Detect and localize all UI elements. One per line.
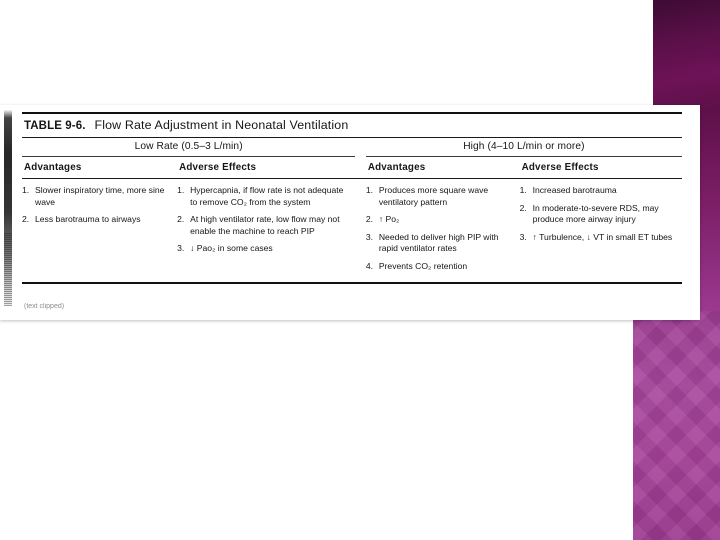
cell-high-advantages [366,185,520,278]
group-header-low-rate: Low Rate (0.5–3 L/min) [134,141,243,152]
list-item-number: 4. [365,260,373,271]
list-item-number: 2. [365,214,373,225]
group-header-high-rate: High (4–10 L/min or more) [463,141,585,152]
list-item [22,185,169,208]
table-footnote-clipped [24,303,324,318]
column-header-gap [355,157,366,178]
list-item-text: ↑ Po₂ [378,214,400,225]
list-item [520,203,674,226]
list-item-text: At high ventilator rate, low flow may not enable the machine to reach PIP [190,214,340,236]
list-item-text: Slower inspiratory time, more sine wave [35,185,165,207]
list-item-number: 1. [22,185,30,195]
cell-low-advantages [22,185,177,278]
list-item [366,185,512,208]
list-item-text: Hypercapnia, if flow rate is not adequate to remove CO₂ from the system [190,185,344,207]
list-item-text: Produces more square wave ventilatory pattern [378,185,489,207]
table-caption [22,114,682,137]
list-item-number: 3. [177,243,185,254]
list-item-text: ↑ Turbulence, ↓ VT in small ET tubes [532,231,673,242]
list-item-text: Needed to deliver high PIP with rapid ventilator rates [378,231,499,254]
list-item [366,232,512,255]
list-item-number: 1. [365,185,373,195]
list-item [177,185,347,208]
column-header-low-adverse-effects: Adverse Effects [179,162,257,173]
table-body-row [22,179,682,278]
list-item [366,261,512,273]
group-header-gap [355,138,366,156]
column-header-high-adverse-effects: Adverse Effects [521,162,599,173]
list-low-advantages [22,185,177,226]
decorative-purple-mid-band [700,108,720,313]
list-item-number: 1. [177,185,185,195]
list-item-text: Prevents CO₂ retention [378,260,468,271]
scan-edge-artifact [4,110,12,306]
list-item-number: 2. [519,202,527,213]
column-header-row [22,157,682,178]
decorative-purple-top-band [653,0,720,108]
list-item-number: 2. [177,214,185,225]
list-item [520,232,674,244]
list-item [177,214,347,237]
table-9-6 [22,112,682,284]
table-footnote-text: (text clipped) [24,303,65,310]
list-low-adverse-effects [177,185,355,255]
cell-low-adverse-effects [177,185,355,278]
list-item-text: Increased barotrauma [532,185,617,195]
list-item-number: 3. [365,231,373,242]
list-item [22,214,169,226]
list-item-text: Less barotrauma to airways [35,214,141,225]
cell-high-adverse-effects [520,185,682,278]
list-item [177,243,347,255]
table-caption-title: Flow Rate Adjustment in Neonatal Ventilation [94,118,349,132]
list-high-adverse-effects [520,185,682,243]
list-item-number: 1. [519,185,527,195]
group-header-row [22,138,682,156]
list-item-text: ↓ Pao₂ in some cases [190,243,273,254]
list-item [366,214,512,226]
list-item-number: 2. [22,214,30,225]
decorative-purple-bottom-band [633,311,720,540]
table-caption-number: TABLE 9-6. [24,120,86,132]
body-column-gap [355,185,366,278]
list-item [520,185,674,197]
list-item-number: 3. [519,231,527,242]
column-header-low-advantages: Advantages [24,162,82,173]
list-item-text: In moderate-to-severe RDS, may produce more airway injury [532,202,659,225]
column-header-high-advantages: Advantages [367,162,426,173]
table-bottom-rule [22,282,682,284]
list-high-advantages [366,185,520,272]
